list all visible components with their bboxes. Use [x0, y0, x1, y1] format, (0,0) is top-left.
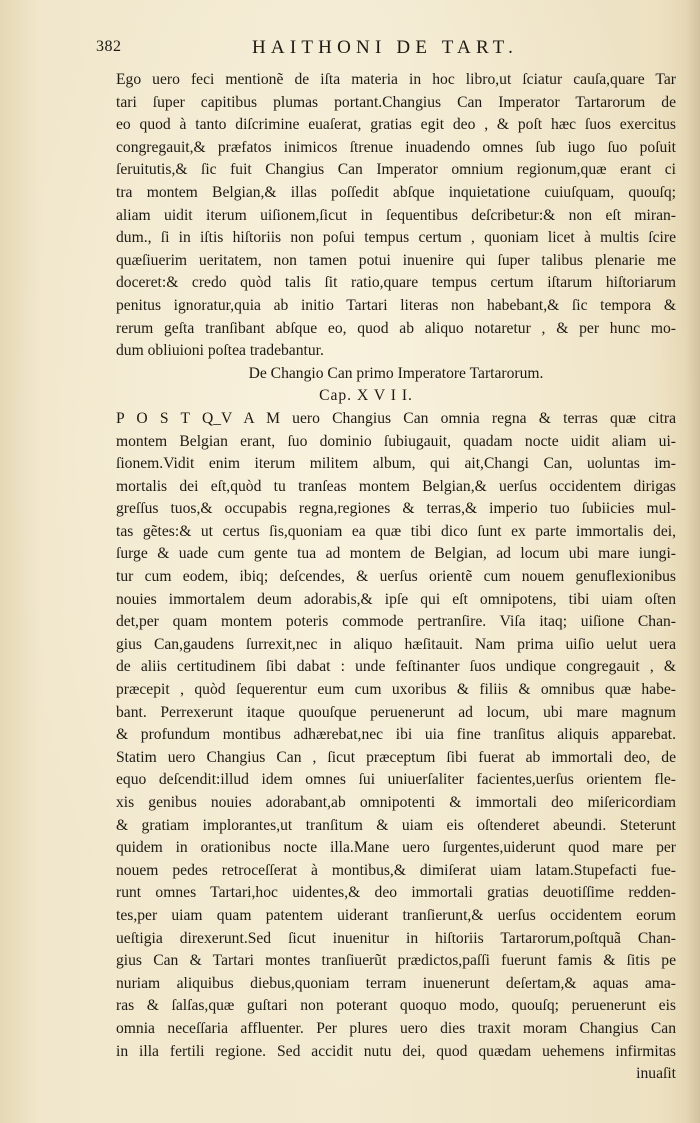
page-header: [96, 38, 676, 60]
text-line: nouies immortalem deum adorabis,& ipſe qui eſt omnipotens, tibi uiam oſten: [116, 590, 676, 608]
text-line: congregauit,& præfatos inimicos ſtrenue inuadendo omnes ſub iugo ſuo poſuit: [116, 138, 676, 156]
text-line: equo deſcendit:illud idem omnes ſui uniuerſaliter facientes,uerſus orientem fle-: [116, 771, 676, 789]
text-line: mortalis dei eſt,quòd tu tranſeas montem Belgian,& uerſus occidentem dirigas: [116, 477, 676, 495]
text-line: ras & ſalſas,quæ guſtari non poterant quoquo modo, quouſq; peruenerunt eis: [116, 997, 676, 1015]
text-line: det,per quam montem poteris commode pertranſire. Viſa itaq; uiſione Chan-: [116, 613, 676, 631]
page-fold-shadow: [686, 0, 700, 1123]
text-line: runt omnes Tartari,hoc uidentes,& deo immortali gratias deuotiſſime redden-: [116, 884, 676, 902]
text-line: quæſiuerim ueritatem, non tamen potui inuenire qui ſuper talibus plenarie me: [116, 251, 676, 269]
text-line: greſſus tuos,& occupabis regna,regiones & terras,& imperio tuo ſubiicies mul-: [116, 500, 676, 518]
text-line: doceret:& credo quòd talis ſit ratio,quare tempus certum iſtarum hiſtoriarum: [116, 274, 676, 292]
text-line: bant. Perrexerunt itaque quouſque peruenerunt ad locum, ubi mare magnum: [116, 703, 676, 721]
text-block: [116, 69, 676, 1086]
text-line: & profundum montibus adhærebat,nec ibi uia fine tranſitus aliquis apparebat.: [116, 726, 676, 744]
text-line: de aliis certitudinem ſibi dabat : unde feſtinanter ſuos undique congregauit , &: [116, 658, 676, 676]
chapter-number: Cap. X V I I.: [319, 387, 413, 405]
text-line: dum., ſi in iſtis hiſtoriis non poſui tempus certum , quoniam licet à multis ſcire: [116, 229, 676, 247]
text-line: ſurge & uade cum gente tua ad montem de Belgian, ad locum ubi mare iungi-: [116, 545, 676, 563]
text-line: montem Belgian erant, ſuo dominio ſubiugauit, quadam nocte uidit aliam ui-: [116, 432, 676, 450]
text-line: xis genibus nouies adorabant,ab omnipotenti & immortali deo miſericordiam: [116, 794, 676, 811]
text-line: ſionem.Vidit enim iterum militem album, qui ait,Changi Can, uoluntas im-: [116, 455, 676, 473]
text-line: Ego uero feci mentionẽ de iſta materia in hoc libro,ut ſciatur cauſa,quare Tar: [116, 71, 676, 88]
text-line: gius Can,gaudens ſurrexit,nec in aliquo hæſitauit. Nam prima uiſio uelut uera: [116, 635, 676, 653]
text-line: ſeruitutis,& ſic fuit Changius Can Imperator omnium regionum,quæ erant ci: [116, 161, 676, 179]
text-line: Statim uero Changius Can , ſicut præceptum ſibi fuerat ab immortali deo, de: [116, 748, 676, 766]
text-line: ueſtigia direxerunt.Sed ſicut inuenitur in hiſtoriis Tartarorum,poſtquã Chan-: [116, 929, 676, 947]
text-line: omnia neceſſaria affluenter. Per plures uero dies traxit moram Changius Can: [116, 1019, 676, 1037]
text-line: quidem in orationibus nocte illa.Mane uero ſurgentes,uiderunt quod mare per: [116, 839, 676, 857]
chapter-heading: De Changio Can primo Imperatore Tartarorum.: [248, 364, 544, 382]
page-number: 382: [96, 38, 122, 55]
text-line: penitus ignoratur,quia ab initio Tartari literas non habebant,& ſic tempora &: [116, 296, 676, 314]
paragraph-1: [116, 69, 676, 363]
text-line: P O S T Q_V A M uero Changius Can omnia regna & terras quæ citra: [116, 409, 676, 427]
text-line: tur cum eodem, ibiq; deſcendes, & uerſus orientẽ cum nouem genuflexionibus: [116, 568, 676, 586]
text-line: eo quod à tanto diſcrimine euaſerat, gratias egit deo , & poſt hæc ſuos exercitus: [116, 116, 676, 134]
text-line: tari ſuper capitibus plumas portant.Changius Can Imperator Tartarorum de: [116, 93, 676, 111]
running-title: HAITHONI DE TART.: [252, 37, 519, 58]
text-line: aliam uidit iterum uiſionem,ſicut in ſequentibus deſcribetur:& non eſt miran-: [116, 206, 676, 224]
text-line: gius Can & Tartari montes tranſiuerũt prædictos,paſſi fuerunt famis & ſitis pe: [116, 952, 676, 970]
text-line: tra montem Belgian,& illas poſſedit abſque inquietatione cuiuſquam, quouſq;: [116, 183, 676, 201]
text-line: & gratiam implorantes,ut tranſitum & uiam eis oſtenderet abeundi. Steterunt: [116, 816, 676, 834]
text-line: rerum geſta tranſibant abſque eo, quod ab aliquo notaretur , & per hunc mo-: [116, 319, 676, 337]
text-line: præcepit , quòd ſequerentur eum cum uxoribus & filiis & omnibus quæ habe-: [116, 681, 676, 699]
text-line: in illa fertili regione. Sed accidit nutu dei, quod quædam uehemens infirmitas: [116, 1042, 676, 1060]
paragraph-2: [116, 408, 676, 1063]
text-line: tas gẽtes:& ut certus ſis,quoniam ea quæ tibi dico ſunt ex parte immortalis dei,: [116, 522, 676, 540]
text-line: tes,per uiam quam patentem uiderant tranſierunt,& uerſus occidentem eorum: [116, 906, 676, 924]
text-line: nuriam aliquibus diebus,quoniam terram inuenerunt deſertam,& aquas ama-: [116, 974, 676, 992]
catchword: inuaſit: [636, 1065, 676, 1083]
text-line: nouem pedes retroceſſerat à montibus,& dimiſerat uiam latam.Stupefacti fue-: [116, 861, 676, 879]
text-line: dum obliuioni poſtea tradebantur.: [116, 342, 324, 360]
